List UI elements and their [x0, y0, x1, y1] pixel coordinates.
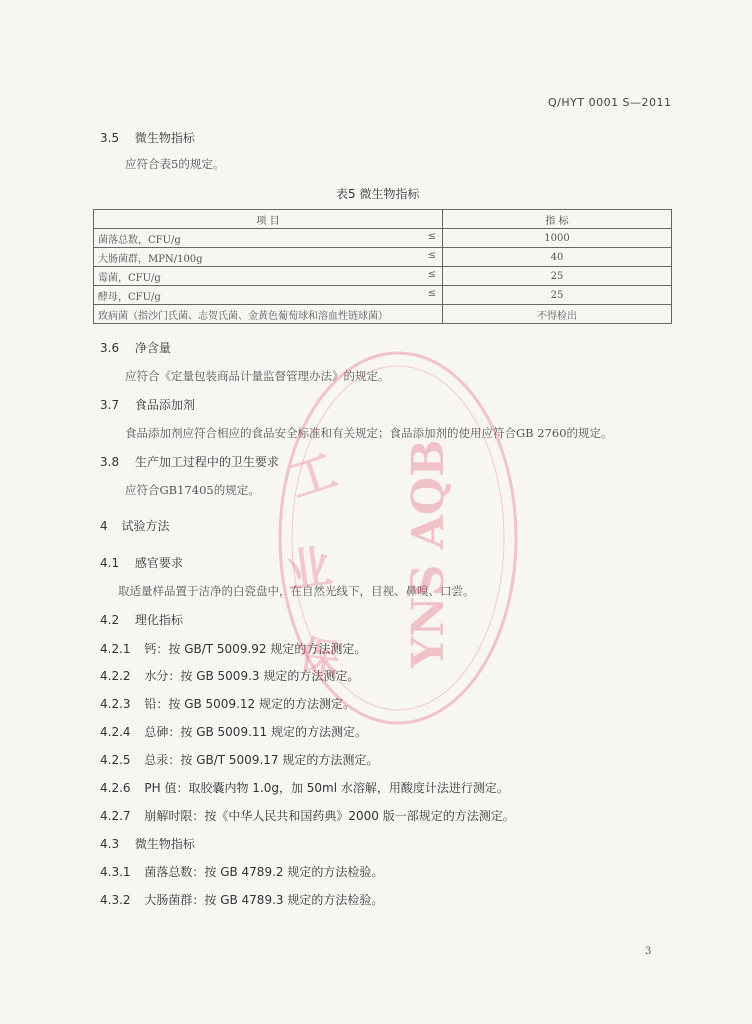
- row-symbol: ≤: [427, 288, 436, 299]
- row-value: 不得检出: [443, 305, 672, 324]
- section-title: 感官要求: [134, 556, 183, 570]
- section-3-6-text: 应符合《定量包装商品计量监督管理办法》的规定。: [125, 369, 390, 383]
- table-row: [94, 229, 672, 248]
- section-3-8-text: 应符合GB17405的规定。: [125, 483, 260, 497]
- section-text: 铅：按 GB 5009.12 规定的方法测定。: [144, 697, 355, 711]
- section-number: 3.6: [100, 341, 120, 355]
- section-4-2-6: [100, 779, 509, 796]
- row-item: 大肠菌群，MPN/100g: [98, 253, 203, 265]
- section-3-8-heading: [100, 453, 279, 470]
- microbial-table: [93, 209, 672, 324]
- section-title: 生产加工过程中的卫生要求: [134, 455, 279, 469]
- row-value: 40: [443, 248, 672, 267]
- header-index: 指 标: [443, 210, 672, 229]
- section-3-6-heading: [100, 339, 171, 356]
- section-3-7-heading: [100, 396, 195, 413]
- section-title: 食品添加剂: [134, 398, 195, 412]
- section-4-2-1: [100, 640, 366, 657]
- section-4-2-2: [100, 667, 359, 684]
- table-row: [94, 286, 672, 305]
- section-number: 4.3.1: [100, 865, 131, 879]
- section-text: 钙：按 GB/T 5009.92 规定的方法测定。: [144, 642, 367, 656]
- table-row: [94, 248, 672, 267]
- row-value: 1000: [443, 229, 672, 248]
- section-4-1-heading: [100, 554, 183, 571]
- section-number: 4.3.2: [100, 893, 131, 907]
- header-item: 项 目: [94, 210, 443, 229]
- section-text: 总砷：按 GB 5009.11 规定的方法测定。: [144, 725, 367, 739]
- row-item-cell: [94, 305, 443, 324]
- section-text: 菌落总数：按 GB 4789.2 规定的方法检验。: [144, 865, 384, 879]
- section-4-2-4: [100, 723, 367, 740]
- section-number: 4.2: [100, 613, 120, 627]
- section-number: 4.1: [100, 556, 120, 570]
- row-item-cell: [94, 229, 443, 248]
- row-value: 25: [443, 267, 672, 286]
- section-3-5-heading: [100, 129, 195, 146]
- table-header-row: [94, 210, 672, 229]
- section-number: 4.2.5: [100, 753, 131, 767]
- row-item-cell: [94, 248, 443, 267]
- row-symbol: ≤: [427, 231, 436, 242]
- section-number: 4.3: [100, 837, 120, 851]
- row-item: 酵母，CFU/g: [98, 291, 161, 303]
- section-title: 净含量: [134, 341, 171, 355]
- svg-text:保: 保: [296, 631, 343, 684]
- section-number: 4.2.1: [100, 642, 131, 656]
- table-caption: 表5 微生物指标: [336, 187, 420, 201]
- section-number: 4.2.4: [100, 725, 131, 739]
- section-text: 崩解时限：按《中华人民共和国药典》2000 版一部规定的方法测定。: [144, 809, 515, 823]
- svg-text:工: 工: [282, 442, 344, 509]
- section-4-2-7: [100, 807, 515, 824]
- row-item: 致病菌（指沙门氏菌、志贺氏菌、金黄色葡萄球和溶血性链球菌）: [98, 310, 388, 322]
- section-title: 微生物指标: [134, 131, 195, 145]
- section-number: 4.2.2: [100, 669, 131, 683]
- section-4-heading: [100, 517, 169, 534]
- table-row: [94, 305, 672, 324]
- section-title: 理化指标: [134, 613, 183, 627]
- section-4-2-5: [100, 751, 378, 768]
- page-number: 3: [645, 946, 652, 957]
- row-value: 25: [443, 286, 672, 305]
- row-item: 菌落总数，CFU/g: [98, 234, 181, 246]
- section-number: 4.2.6: [100, 781, 131, 795]
- section-4-3-2: [100, 891, 383, 908]
- section-4-1-text: 取适量样品置于洁净的白瓷盘中，在自然光线下，目视、鼻嗅、口尝。: [118, 584, 475, 598]
- section-3-5-text: 应符合表5的规定。: [125, 157, 225, 171]
- section-number: 4: [100, 519, 108, 533]
- section-text: 水分：按 GB 5009.3 规定的方法测定。: [144, 669, 360, 683]
- section-text: 大肠菌群：按 GB 4789.3 规定的方法检验。: [144, 893, 384, 907]
- section-4-2-3: [100, 695, 355, 712]
- section-number: 3.5: [100, 131, 120, 145]
- row-symbol: ≤: [427, 250, 436, 261]
- section-text: PH 值：取胶囊内物 1.0g，加 50ml 水溶解，用酸度计法进行测定。: [144, 781, 509, 795]
- section-title: 试验方法: [121, 519, 170, 533]
- row-symbol: ≤: [427, 269, 436, 280]
- row-item-cell: [94, 267, 443, 286]
- section-number: 4.2.3: [100, 697, 131, 711]
- svg-text:业: 业: [282, 539, 336, 599]
- row-item-cell: [94, 286, 443, 305]
- section-number: 4.2.7: [100, 809, 131, 823]
- section-4-2-heading: [100, 611, 183, 628]
- table-row: [94, 267, 672, 286]
- section-title: 微生物指标: [134, 837, 195, 851]
- seal-text: YNS AQB: [403, 439, 454, 668]
- document-code: Q/HYT 0001 S—2011: [548, 96, 672, 109]
- section-4-3-heading: [100, 835, 195, 852]
- section-4-3-1: [100, 863, 383, 880]
- row-item: 霉菌，CFU/g: [98, 272, 161, 284]
- section-number: 3.8: [100, 455, 120, 469]
- section-3-7-text: 食品添加剂应符合相应的食品安全标准和有关规定；食品添加剂的使用应符合GB 2760的规定。: [125, 426, 613, 440]
- section-number: 3.7: [100, 398, 120, 412]
- section-text: 总汞：按 GB/T 5009.17 规定的方法测定。: [144, 753, 379, 767]
